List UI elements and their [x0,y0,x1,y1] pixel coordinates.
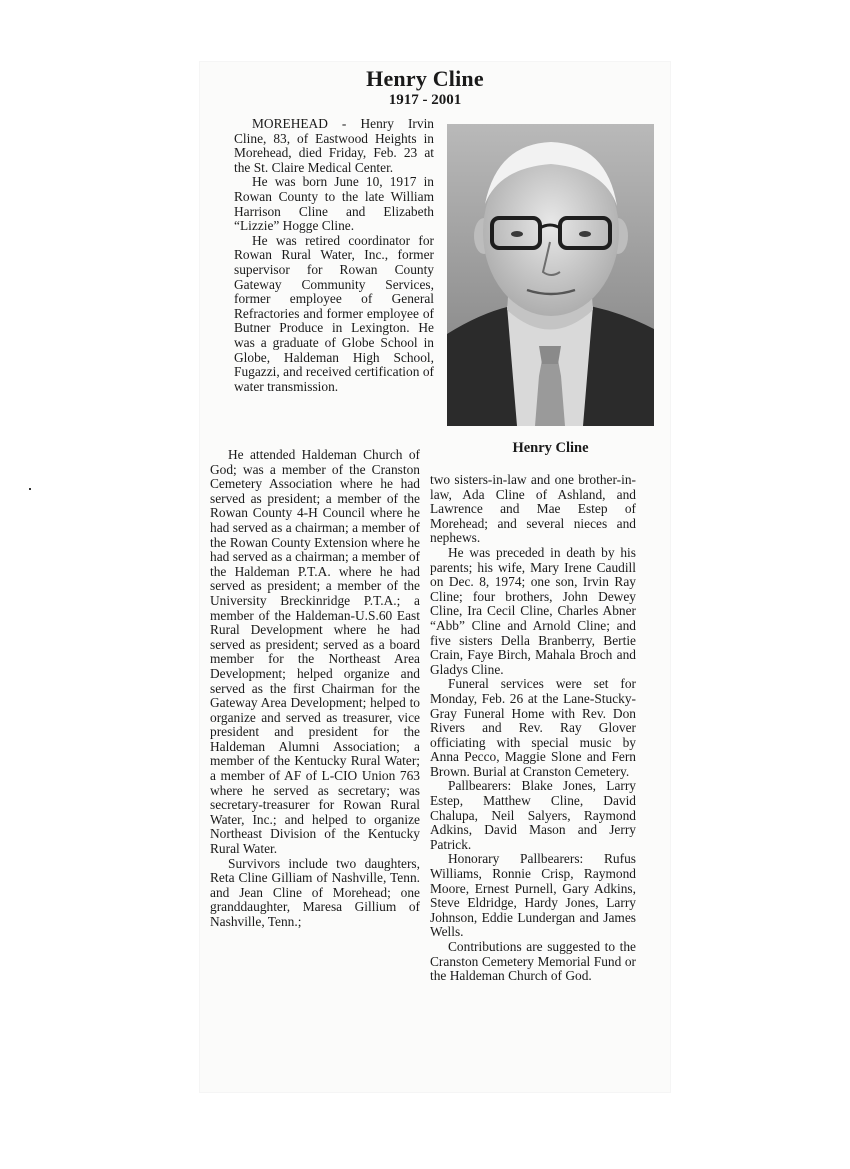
column-two [430,473,636,984]
paragraph-death-notice: MOREHEAD - Henry Irvin Cline, 83, of Eastwood Heights in Morehead, died Friday, Feb. 23 at the St. Claire Medical Center. [234,116,434,175]
scan-speck [29,488,31,490]
photo-caption: Henry Cline [512,440,589,456]
paragraph-memberships: He attended Haldeman Church of God; was a member of the Cranston Cemetery Association where he had served as president; a member of the Rowan County 4-H Council where he had served as a chairman; a member of the Rowan County Extension where he had served as a chairman; a member of the Haldeman P.T.A. where he had served as president; a member of the University Breckinridge P.T.A.; a member of the Haldeman-U.S.60 East Rural Development where he had served as president; served as a board member for the Northeast Area Development; helped organize and served as the first Chairman for the Gateway Area Development; helped to organize and served as treasurer, vice president and president for the Haldeman Alumni Association; a member of the Kentucky Rural Water; a member of AF of L-CIO Union 763 where he served as secretary; was secretary-treasurer for Rowan Rural Water, Inc.; and helped to organize Northeast Division of the Kentucky Rural Water. [210,447,420,857]
column-one-lower [210,448,420,930]
column-one-upper [234,117,434,394]
paragraph-birth: He was born June 10, 1917 in Rowan County to the late William Harrison Cline and Elizabeth “Lizzie” Hogge Cline. [234,174,434,234]
paragraph-survivors: Survivors include two daughters, Reta Cline Gilliam of Nashville, Tenn. and Jean Cline of Morehead; one granddaughter, Maresa Gillium of Nashville, Tenn.; [210,855,420,929]
obituary-name: Henry Cline [366,66,484,91]
paragraph-preceded-in-death: He was preceded in death by his parents; his wife, Mary Irene Caudill on Dec. 8, 1974; one son, Irvin Ray Cline; four brothers, John Dewey Cline, Ira Cecil Cline, Charles Abner “Abb” Cline and Arnold Cline; and five sisters Della Branberry, Bertie Crain, Faye Birch, Mahala Broch and Gladys Cline. [430,544,636,677]
paragraph-career: He was retired coordinator for Rowan Rural Water, Inc., former supervisor for Rowan County Gateway Community Services, former employee of General Refractories and former employee of Butner Produce in Lexington. He was a graduate of Globe School in Globe, Haldeman High School, Fugazzi, and received certification of water transmission. [234,232,434,394]
paragraph-survivors-continued: two sisters-in-law and one brother-in-law, Ada Cline of Ashland, and Lawrence and Mae Estep of Morehead; and several nieces and nephews. [430,472,636,546]
paragraph-contributions: Contributions are suggested to the Cranston Cemetery Memorial Fund or the Haldeman Church of God. [430,939,636,984]
paragraph-pallbearers: Pallbearers: Blake Jones, Larry Estep, Matthew Cline, David Chalupa, Neil Salyers, Raymond Adkins, David Mason and Jerry Patrick. [430,778,636,852]
portrait-photo [447,124,654,426]
obituary-dates: 1917 - 2001 [388,92,462,108]
paragraph-funeral-services: Funeral services were set for Monday, Feb. 26 at the Lane-Stucky-Gray Funeral Home with Rev. Don Rivers and Rev. Ray Glover officiating with special music by Anna Pecco, Maggie Slone and Fern Brown. Burial at Cranston Cemetery. [430,676,636,779]
paragraph-honorary-pallbearers: Honorary Pallbearers: Rufus Williams, Ronnie Crisp, Raymond Moore, Ernest Purnell, Gary Adkins, Steve Eldridge, Hardy Jones, Larry Johnson, Eddie Lundergan and James Wells. [430,851,636,940]
